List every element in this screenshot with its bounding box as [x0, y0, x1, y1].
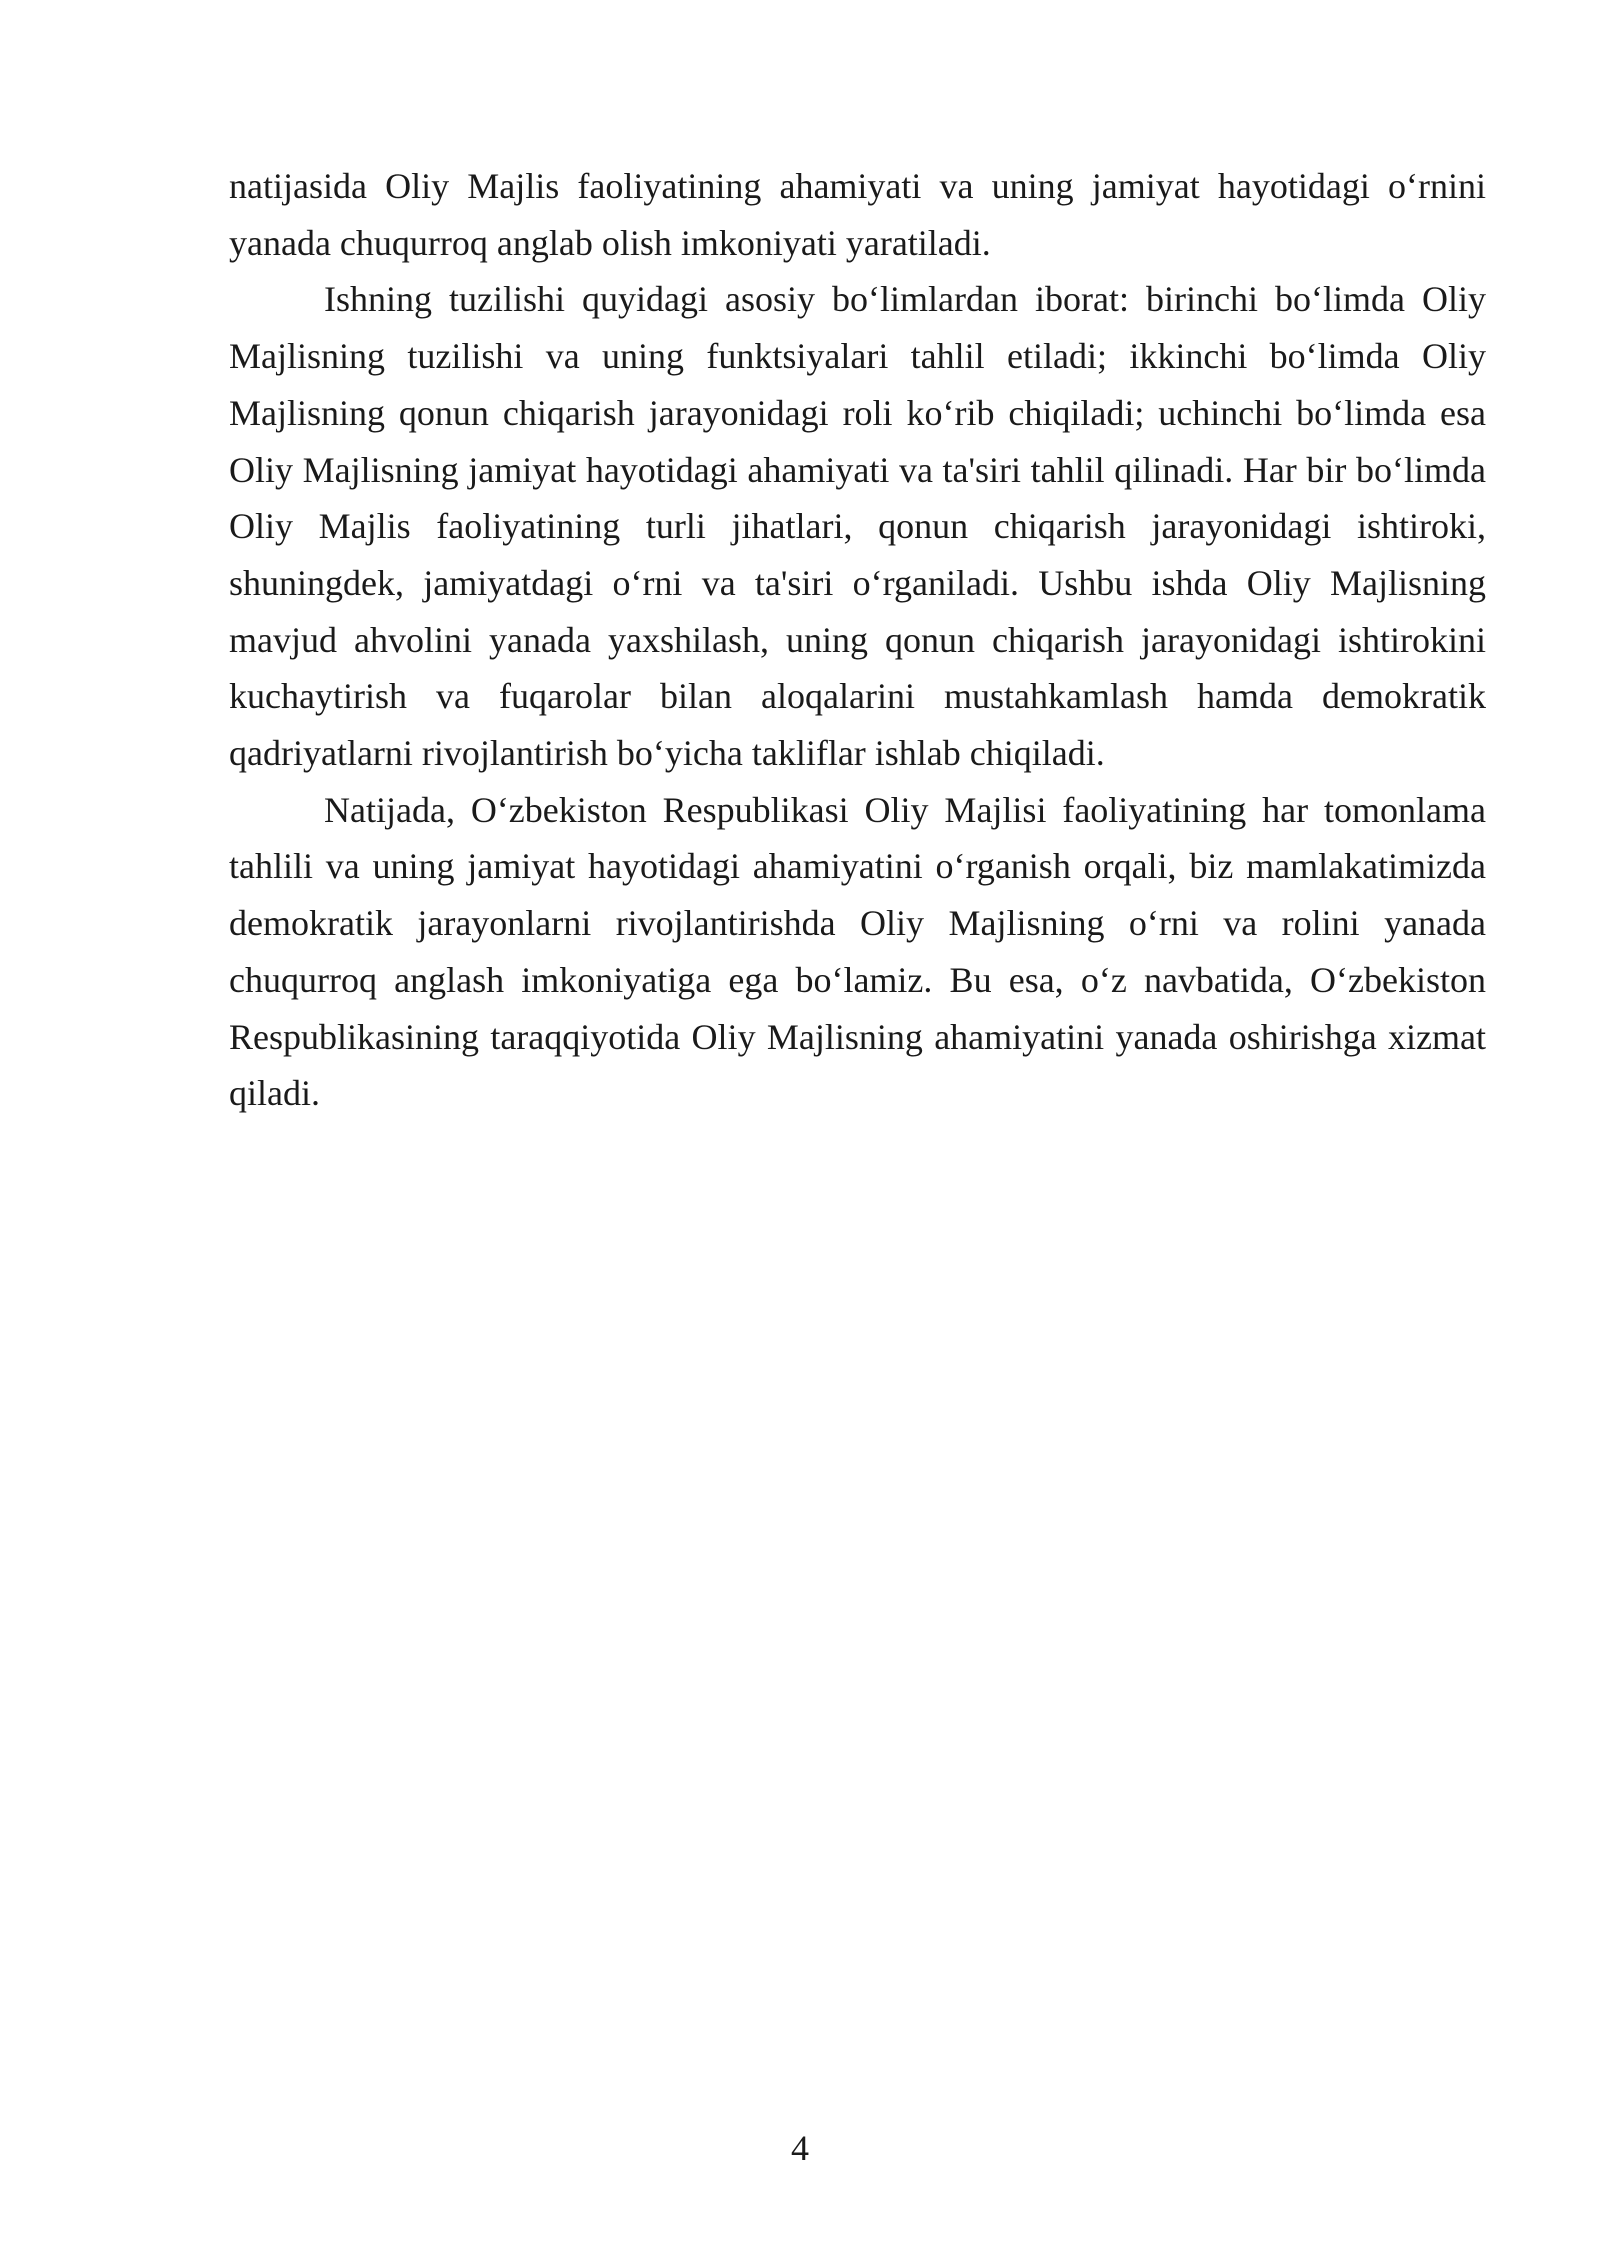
paragraph-conclusion: Natijada, O‘zbekiston Respublikasi Oliy Majlisi faoliyatining har tomonlama tahlili va uning jamiyat hayotidagi ahamiyatini o‘rganish orqali, biz mamlakatimizda demokratik jarayonlarni rivojlantirishda Oliy Majlisning o‘rni va rolini yanada chuqurroq anglash imkoniyatiga ega bo‘lamiz. Bu esa, o‘z navbatida, O‘zbekiston Respublikasining taraqqiyotida Oliy Majlisning ahamiyatini yanada oshirishga xizmat qiladi.: [229, 789, 1486, 1114]
paragraph-continuation: natijasida Oliy Majlis faoliyatining ahamiyati va uning jamiyat hayotidagi o‘rnini yanada chuqurroq anglab olish imkoniyati yaratiladi.: [229, 166, 1486, 263]
page-number: 4: [791, 2128, 809, 2168]
paragraph-structure: Ishning tuzilishi quyidagi asosiy bo‘limlardan iborat: birinchi bo‘limda Oliy Majlisning tuzilishi va uning funktsiyalari tahlil etiladi; ikkinchi bo‘limda Oliy Majlisning qonun chiqarish jarayonidagi roli ko‘rib chiqiladi; uchinchi bo‘limda esa Oliy Majlisning jamiyat hayotidagi ahamiyati va ta'siri tahlil qilinadi. Har bir bo‘limda Oliy Majlis faoliyatining turli jihatlari, qonun chiqarish jarayonidagi ishtiroki, shuningdek, jamiyatdagi o‘rni va ta'siri o‘rganiladi. Ushbu ishda Oliy Majlisning mavjud ahvolini yanada yaxshilash, uning qonun chiqarish jarayonidagi ishtirokini kuchaytirish va fuqarolar bilan aloqalarini mustahkamlash hamda demokratik qadriyatlarni rivojlantirish bo‘yicha takliflar ishlab chiqiladi.: [229, 279, 1486, 774]
document-body: [229, 158, 1486, 1122]
